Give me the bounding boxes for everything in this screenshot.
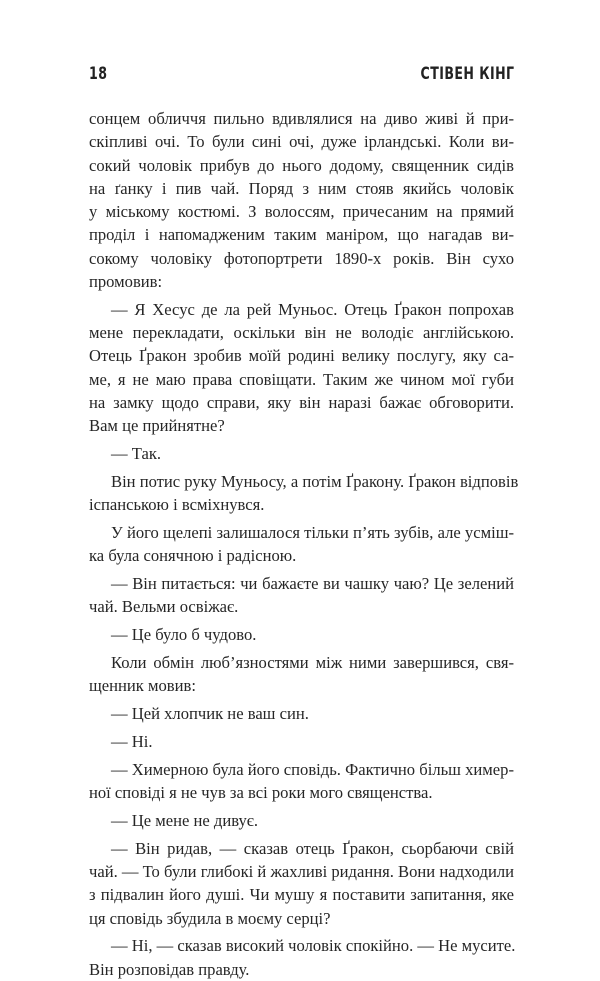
body-text <box>89 107 519 981</box>
text-line: іспанською і всміхнувся. <box>89 495 265 515</box>
text-line: — Так. <box>111 444 162 464</box>
text-line: — Химерною була його сповідь. Фактично більш химер- <box>111 759 514 779</box>
paragraph <box>89 809 514 832</box>
paragraph <box>89 934 514 981</box>
running-head-author: СТІВЕН КІНГ <box>420 64 515 84</box>
text-line: Він потис руку Муньосу, а потім Ґракону. Ґракон відповів <box>111 471 519 491</box>
text-line: проділ і напомадженим таким маніром, що нагадав ви- <box>89 225 514 245</box>
text-line: ця сповідь збудила в моєму серці? <box>89 908 331 928</box>
text-line: — Він питається: чи бажаєте ви чашку чаю? Це зелений <box>111 574 514 594</box>
text-line: — Він ридав, — сказав отець Ґракон, сьорбаючи свій <box>111 838 514 858</box>
text-line: щенник мовив: <box>89 676 196 696</box>
text-line: У його щелепі залишалося тільки п’ять зубів, але усміш- <box>111 523 514 543</box>
paragraph <box>89 572 514 619</box>
paragraph <box>89 107 514 293</box>
text-line: ме, я не маю права сповіщати. Таким же чином мої губи <box>89 369 514 389</box>
text-line: — Ні, — сказав високий чоловік спокійно. — Не мусите. <box>111 936 516 956</box>
paragraph <box>89 730 514 753</box>
paragraph <box>89 651 514 698</box>
text-line: чай. — То були глибокі й жахливі ридання. Вони надходили <box>89 861 514 881</box>
text-line: скіпливі очі. То були сині очі, дуже ірландські. Коли ви- <box>89 132 514 152</box>
page-number: 18 <box>89 64 108 84</box>
text-line: мене перекладати, оскільки він не володіє англійською. <box>89 323 514 343</box>
paragraph <box>89 623 514 646</box>
text-line: сонцем обличчя пильно вдивлялися на диво живі й при- <box>89 109 514 128</box>
text-line: Він розповідав правду. <box>89 959 250 979</box>
text-line: ка була сонячною і радісною. <box>89 546 297 566</box>
paragraph <box>89 521 514 568</box>
text-line: — Ні. <box>111 731 153 751</box>
text-line: — Це мене не дивує. <box>111 810 259 830</box>
text-line: Отець Ґракон зробив моїй родині велику послугу, яку са- <box>89 346 514 366</box>
text-line: — Цей хлопчик не ваш син. <box>111 704 309 724</box>
text-line: Коли обмін люб’язностями між ними завершився, свя- <box>111 653 514 673</box>
text-line: на ґанку і пив чай. Поряд з ним стояв якийсь чоловік <box>89 178 514 198</box>
paragraph <box>89 442 514 465</box>
running-header <box>89 64 515 86</box>
paragraph <box>89 702 514 725</box>
text-line: — Це було б чудово. <box>111 625 257 645</box>
text-line: чай. Вельми освіжає. <box>89 597 239 617</box>
text-line: сокий чоловік прибув до нього додому, священник сидів <box>89 155 514 175</box>
text-line: з підвалин його душі. Чи мушу я поставити запитання, яке <box>89 885 514 905</box>
paragraph <box>89 837 514 930</box>
text-line: ної сповіді я не чув за всі роки мого священства. <box>89 783 433 803</box>
text-line: — Я Хесус де ла рей Муньос. Отець Ґракон попрохав <box>111 299 514 319</box>
text-line: промовив: <box>89 272 163 292</box>
text-line: сокому чоловіку фотопортрети 1890-х років. Він сухо <box>89 248 514 268</box>
text-line: на замку щодо справи, яку він наразі бажає обговорити. <box>89 393 514 413</box>
text-line: у міському костюмі. З волоссям, причесаним на прямий <box>89 202 514 222</box>
paragraph <box>89 758 514 805</box>
paragraph <box>89 470 519 517</box>
text-line: Вам це прийнятне? <box>89 416 225 436</box>
paragraph <box>89 298 514 438</box>
